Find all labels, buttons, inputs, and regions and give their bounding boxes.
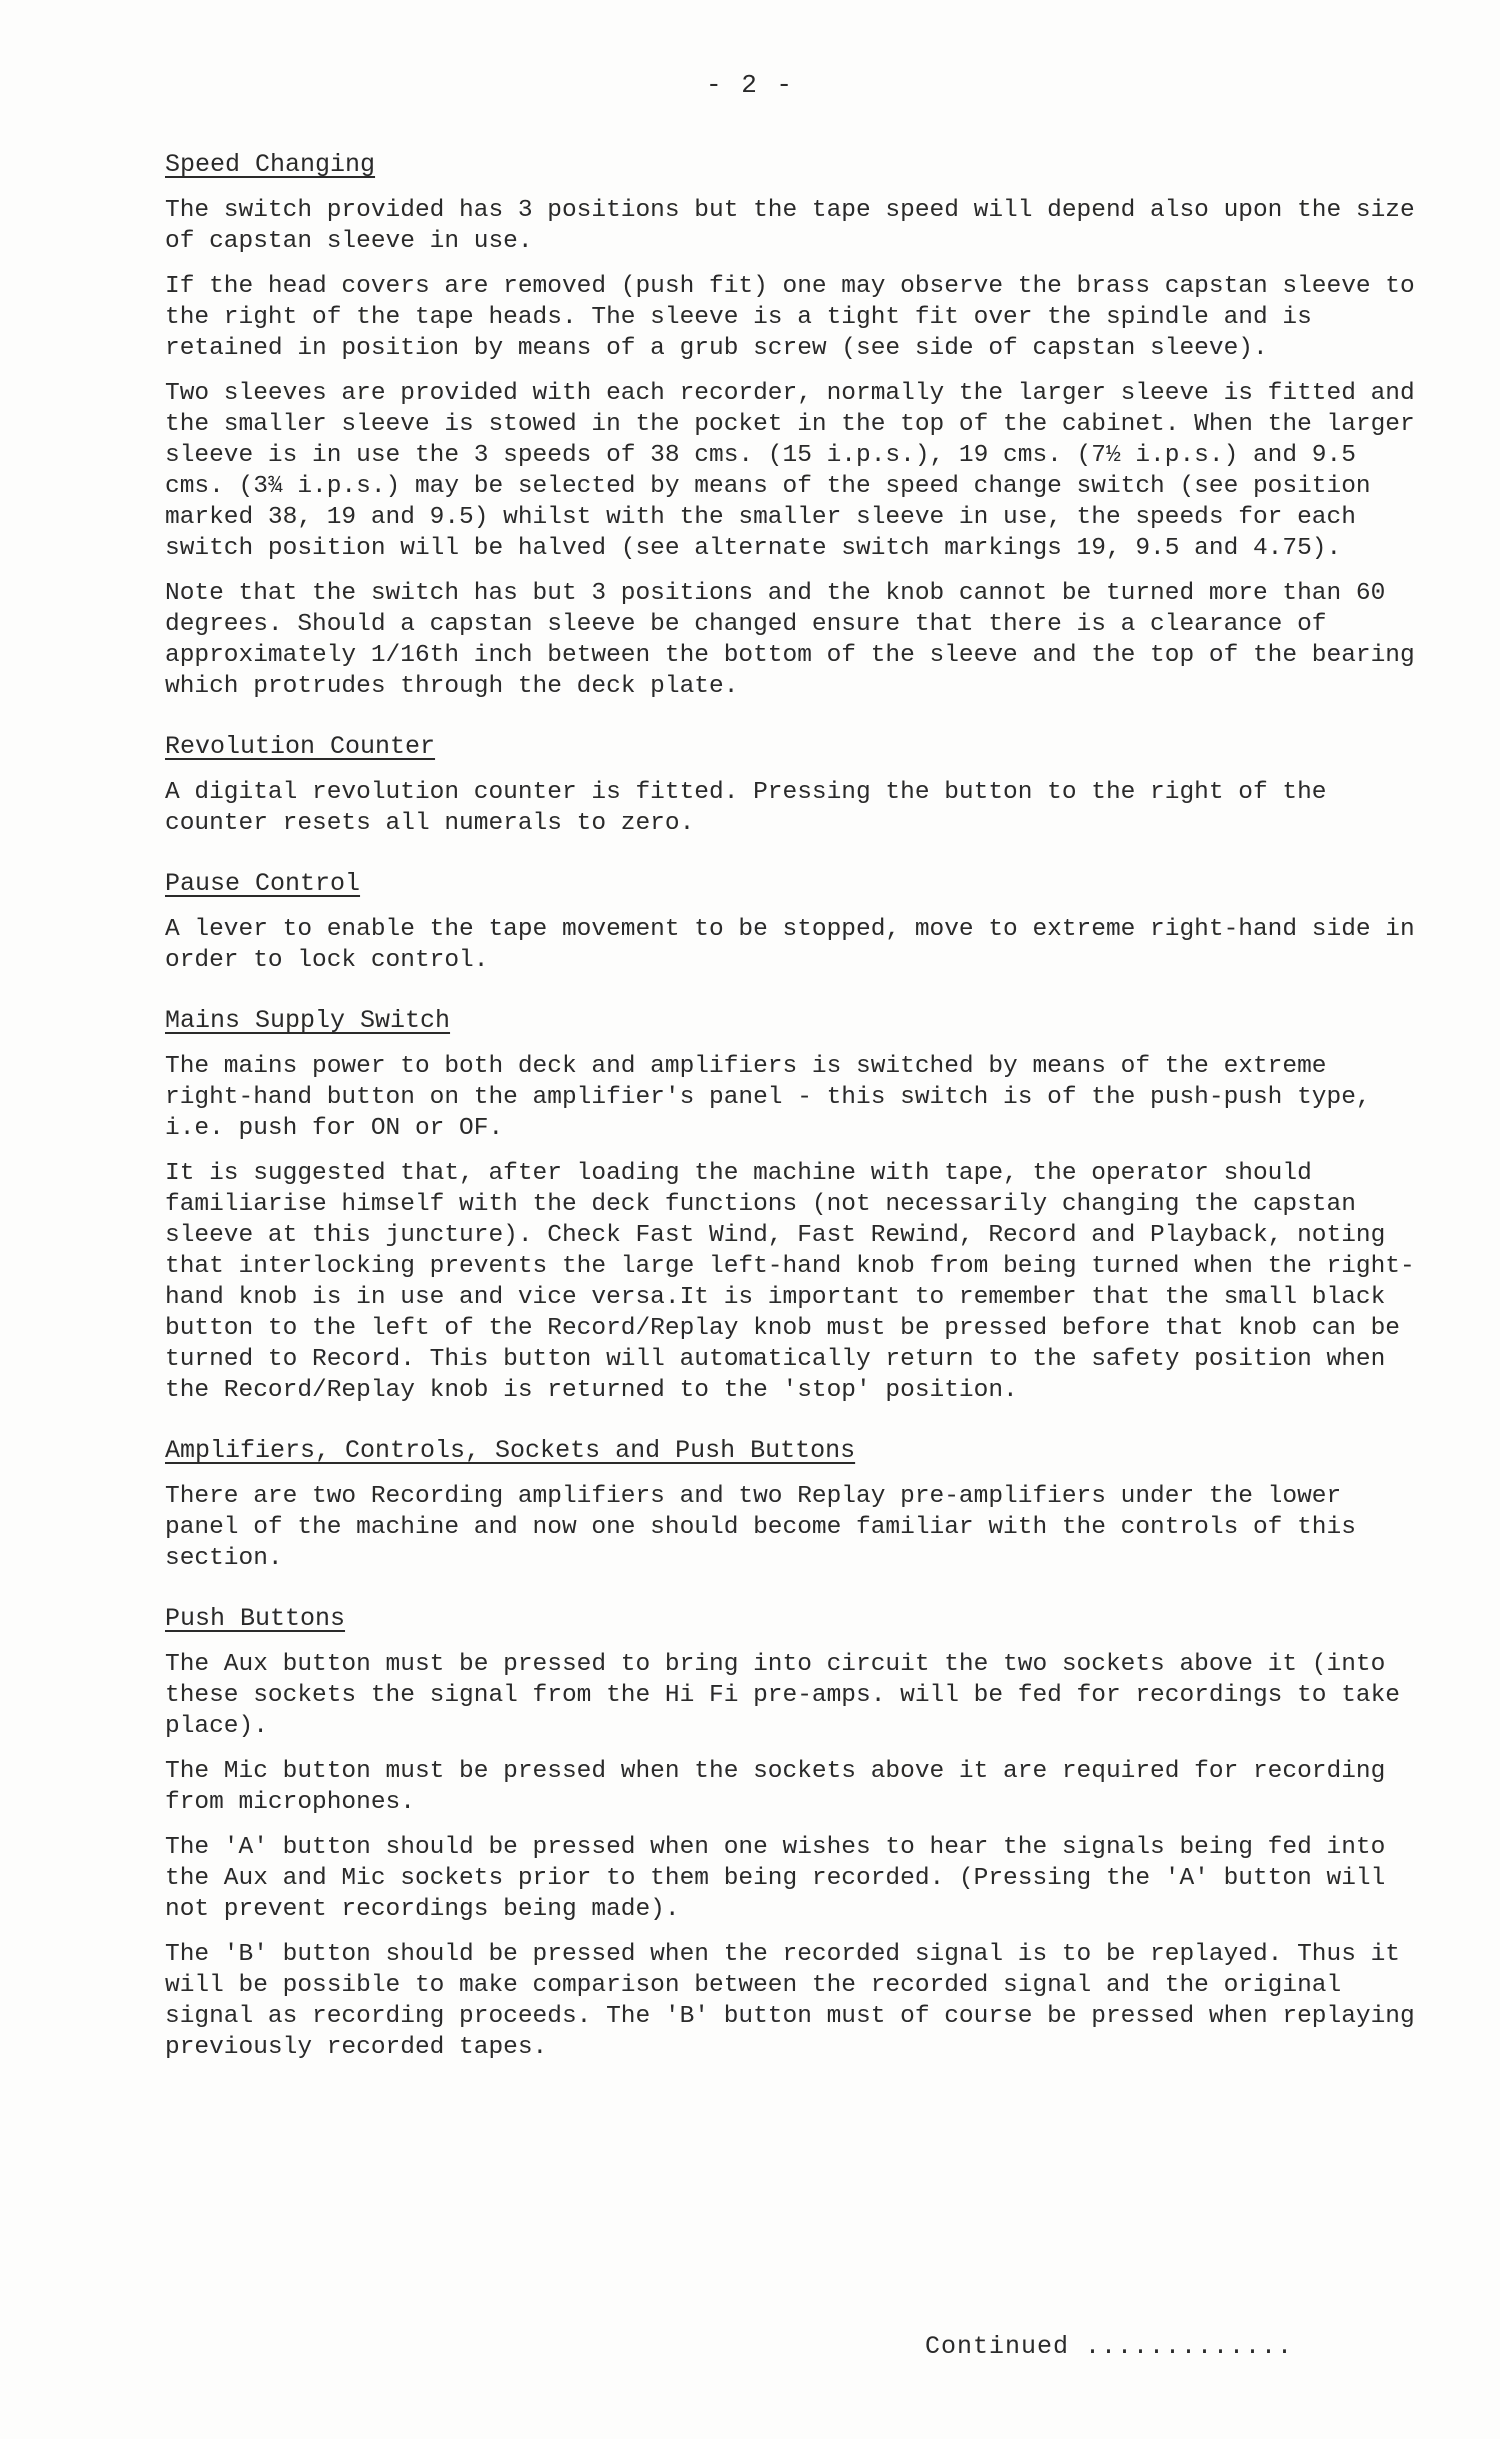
paragraph: The Mic button must be pressed when the sockets above it are required for recording from microphones.: [165, 1758, 1386, 1816]
document-body: [165, 150, 1415, 2093]
section-heading: Revolution Counter: [165, 732, 436, 761]
paragraph: If the head covers are removed (push fit) one may observe the brass capstan sleeve to the right of the tape heads. The sleeve is a tight fit over the spindle and is retained in position by means of a grub screw (see side of capstan sleeve).: [165, 273, 1415, 362]
paragraph: The 'A' button should be pressed when one wishes to hear the signals being fed into the Aux and Mic sockets prior to them being recorded. (Pressing the 'A' button will not prevent recordings being made).: [165, 1834, 1386, 1923]
section-heading: Mains Supply Switch: [165, 1006, 451, 1035]
paragraph: The 'B' button should be pressed when the recorded signal is to be replayed. Thus it will be possible to make comparison between the recorded signal and the original signal as recording proceeds. The 'B' button must of course be pressed when replaying previously recorded tapes.: [165, 1941, 1415, 2061]
section-heading: Push Buttons: [165, 1604, 346, 1633]
section-heading: Pause Control: [165, 869, 361, 898]
section-mains-supply-switch: [165, 1006, 1415, 1406]
section-revolution-counter: [165, 732, 1415, 839]
section-pause-control: [165, 869, 1415, 976]
section-push-buttons: [165, 1604, 1415, 2063]
paragraph: It is suggested that, after loading the machine with tape, the operator should familiarise himself with the deck functions (not necessarily changing the capstan sleeve at this juncture). Check Fast Wind, Fast Rewind, Record and Playback, noting that interlocking prevents the large left-hand knob from being turned when the right-hand knob is in use and vice versa.It is important to remember that the small black button to the left of the Record/Replay knob must be pressed before that knob can be turned to Record. This button will automatically return to the safety position when the Record/Replay knob is returned to the 'stop' position.: [165, 1160, 1415, 1404]
paragraph: There are two Recording amplifiers and two Replay pre-amplifiers under the lower panel of the machine and now one should become familiar with the controls of this section.: [165, 1483, 1356, 1572]
paragraph: Note that the switch has but 3 positions and the knob cannot be turned more than 60 degrees. Should a capstan sleeve be changed ensure that there is a clearance of approximately 1/16th inch between the bottom of the sleeve and the top of the bearing which protrudes through the deck plate.: [165, 580, 1415, 700]
paragraph: The switch provided has 3 positions but the tape speed will depend also upon the size of capstan sleeve in use.: [165, 197, 1415, 255]
continued-footer: Continued .............: [925, 2332, 1294, 2361]
paragraph: Two sleeves are provided with each recorder, normally the larger sleeve is fitted and the smaller sleeve is stowed in the pocket in the top of the cabinet. When the larger sleeve is in use the 3 speeds of 38 cms. (15 i.p.s.), 19 cms. (7½ i.p.s.) and 9.5 cms. (3¾ i.p.s.) may be selected by means of the speed change switch (see position marked 38, 19 and 9.5) whilst with the smaller sleeve in use, the speeds for each switch position will be halved (see alternate switch markings 19, 9.5 and 4.75).: [165, 380, 1415, 562]
page-number: - 2 -: [705, 70, 794, 100]
section-heading: Speed Changing: [165, 150, 376, 179]
paragraph: The mains power to both deck and amplifiers is switched by means of the extreme right-hand button on the amplifier's panel - this switch is of the push-push type, i.e. push for ON or OF.: [165, 1053, 1371, 1142]
paragraph: The Aux button must be pressed to bring into circuit the two sockets above it (into these sockets the signal from the Hi Fi pre-amps. will be fed for recordings to take place).: [165, 1651, 1401, 1740]
section-amplifiers-controls: [165, 1436, 1415, 1574]
section-heading: Amplifiers, Controls, Sockets and Push Buttons: [165, 1436, 856, 1465]
paragraph: A digital revolution counter is fitted. Pressing the button to the right of the counter resets all numerals to zero.: [165, 779, 1327, 837]
paragraph: A lever to enable the tape movement to be stopped, move to extreme right-hand side in order to lock control.: [165, 916, 1415, 974]
section-speed-changing: [165, 150, 1415, 702]
